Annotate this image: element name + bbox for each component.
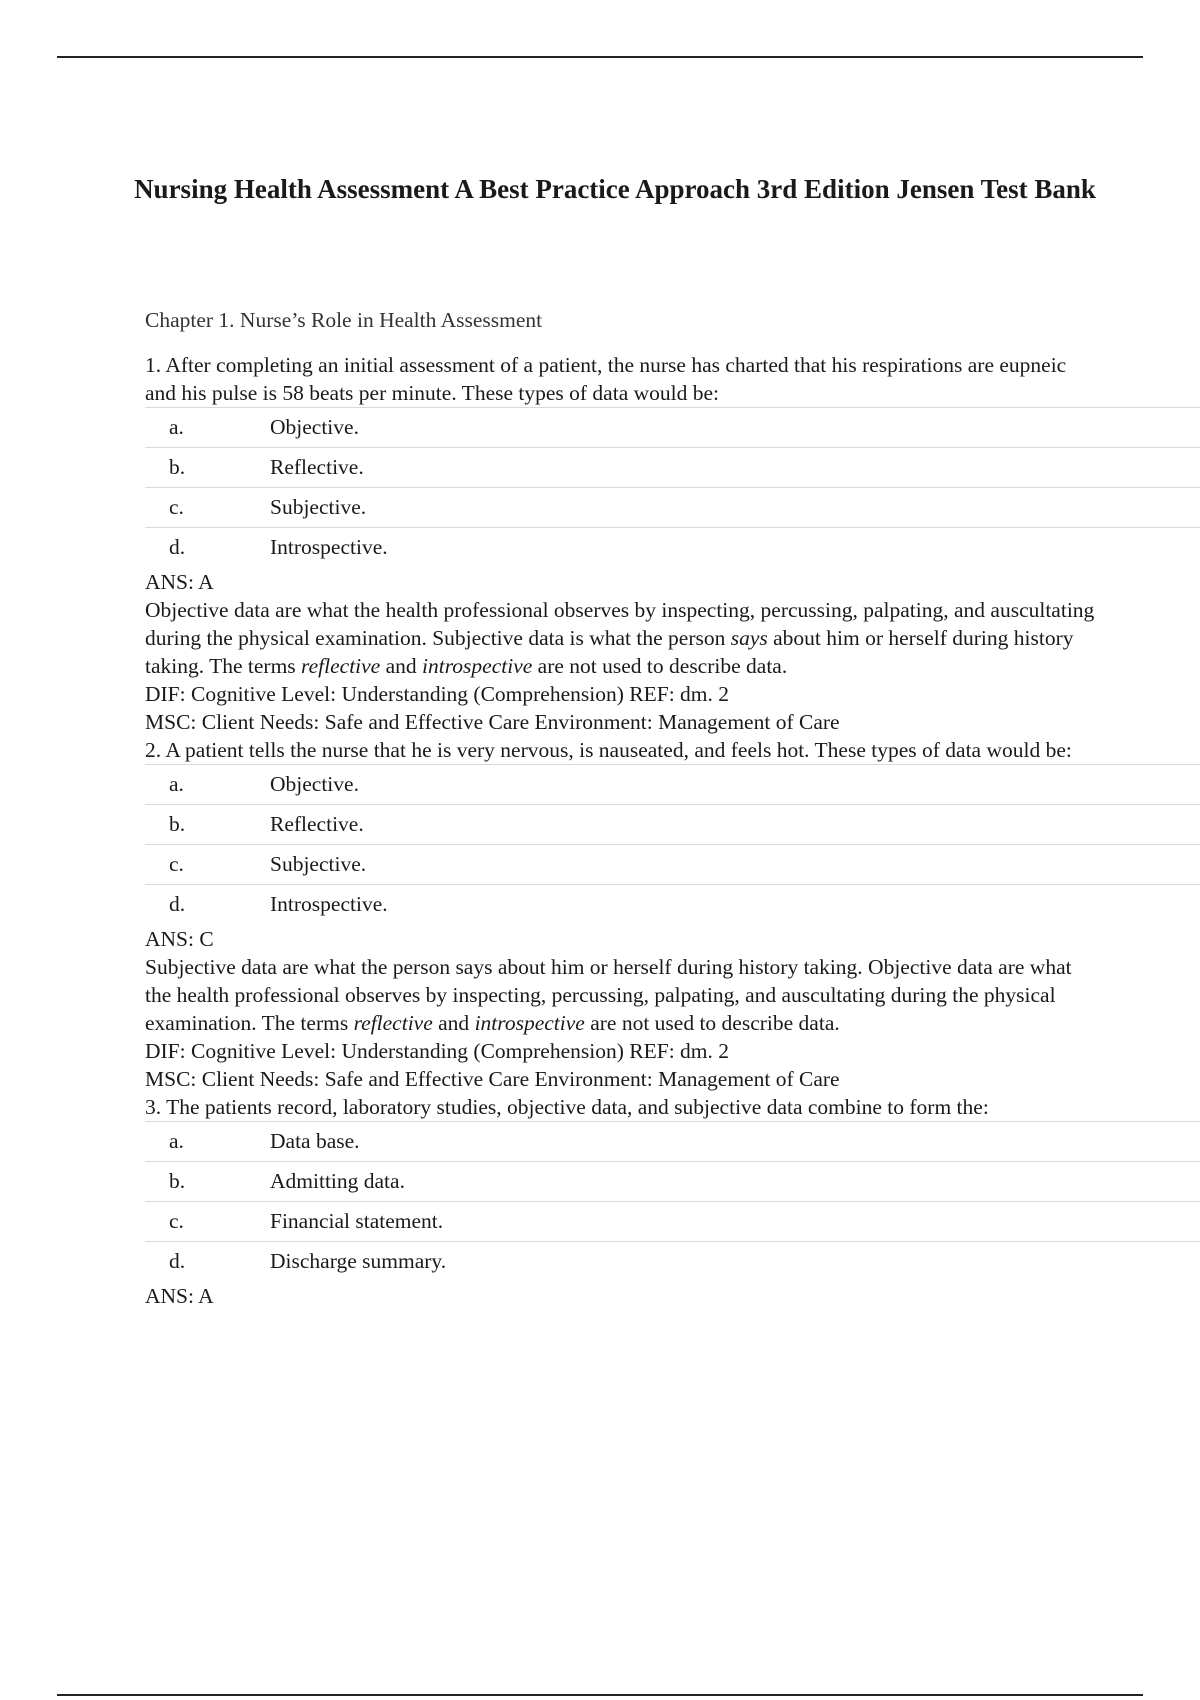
- client-needs-line: MSC: Client Needs: Safe and Effective Care Environment: Management of Care: [145, 1067, 840, 1091]
- option-text: Subjective.: [270, 852, 367, 876]
- option-letter: b.: [169, 1169, 186, 1193]
- client-needs-line: MSC: Client Needs: Safe and Effective Care Environment: Management of Care: [145, 710, 840, 734]
- option-letter: c.: [169, 495, 184, 519]
- rationale-emphasis: introspective: [422, 654, 533, 678]
- rationale: [145, 596, 1095, 680]
- rationale-text: Subjective data are what the person says about him or herself during history taking. Objective data are what the health professional observes by inspecting, percussing, palpating, and auscultating during the physical examination. The terms: [145, 955, 1072, 1035]
- option-row: [145, 804, 1200, 844]
- option-letter: c.: [169, 1209, 184, 1233]
- question-stem: 3. The patients record, laboratory studies, objective data, and subjective data combine to form the:: [145, 1095, 989, 1119]
- answer-key: ANS: A: [145, 570, 214, 594]
- option-row: [145, 407, 1200, 447]
- option-letter: c.: [169, 852, 184, 876]
- option-text: Objective.: [270, 415, 359, 439]
- answer-options: [145, 764, 1200, 924]
- rationale-text: are not used to describe data.: [584, 1011, 840, 1035]
- rationale-emphasis: says: [730, 626, 768, 650]
- option-row: [145, 844, 1200, 884]
- option-letter: a.: [169, 772, 184, 796]
- top-rule: [57, 56, 1143, 58]
- difficulty-line: DIF: Cognitive Level: Understanding (Comprehension) REF: dm. 2: [145, 682, 730, 706]
- option-letter: b.: [169, 455, 186, 479]
- answer-key: ANS: A: [145, 1284, 214, 1308]
- answer-key: ANS: C: [145, 927, 214, 951]
- question-1: [145, 351, 1200, 736]
- option-text: Reflective.: [270, 455, 364, 479]
- option-letter: b.: [169, 812, 186, 836]
- option-letter: a.: [169, 415, 184, 439]
- rationale-emphasis: introspective: [474, 1011, 585, 1035]
- question-stem: 2. A patient tells the nurse that he is very nervous, is nauseated, and feels hot. These types of data would be:: [145, 738, 1072, 762]
- rationale: [145, 953, 1095, 1037]
- option-row: [145, 884, 1200, 924]
- option-letter: d.: [169, 535, 186, 559]
- option-letter: d.: [169, 1249, 186, 1273]
- rationale-text: and: [432, 1011, 475, 1035]
- rationale-text: Objective data are what the health professional observes by inspecting, percussing, palpating, and auscultating during the physical examination. Subjective data is what the person: [145, 598, 1095, 650]
- option-row: [145, 1161, 1200, 1201]
- rationale-emphasis: reflective: [301, 654, 381, 678]
- question-stem: 1. After completing an initial assessment of a patient, the nurse has charted that his respirations are eupneic and his pulse is 58 beats per minute. These types of data would be:: [145, 353, 1067, 405]
- document-body: [145, 306, 1200, 1310]
- option-text: Objective.: [270, 772, 359, 796]
- option-row: [145, 447, 1200, 487]
- difficulty-line: DIF: Cognitive Level: Understanding (Comprehension) REF: dm. 2: [145, 1039, 730, 1063]
- rationale-emphasis: reflective: [353, 1011, 433, 1035]
- answer-options: [145, 1121, 1200, 1281]
- document-title: Nursing Health Assessment A Best Practice Approach 3rd Edition Jensen Test Bank: [134, 174, 1096, 204]
- option-text: Admitting data.: [270, 1169, 405, 1193]
- bottom-rule: [57, 1694, 1143, 1696]
- rationale-text: and: [380, 654, 423, 678]
- option-row: [145, 1121, 1200, 1161]
- question-3: [145, 1093, 1200, 1310]
- option-letter: d.: [169, 892, 186, 916]
- option-row: [145, 764, 1200, 804]
- option-text: Subjective.: [270, 495, 367, 519]
- chapter-heading: Chapter 1. Nurse’s Role in Health Assessment: [145, 308, 543, 332]
- option-row: [145, 487, 1200, 527]
- option-text: Introspective.: [270, 535, 388, 559]
- option-row: [145, 1241, 1200, 1281]
- option-text: Discharge summary.: [270, 1249, 447, 1273]
- option-text: Reflective.: [270, 812, 364, 836]
- rationale-text: are not used to describe data.: [532, 654, 788, 678]
- option-row: [145, 527, 1200, 567]
- answer-options: [145, 407, 1200, 567]
- option-row: [145, 1201, 1200, 1241]
- rationale-text: about him or herself during history taking. The terms: [145, 626, 1074, 678]
- option-text: Introspective.: [270, 892, 388, 916]
- option-text: Data base.: [270, 1129, 360, 1153]
- question-2: [145, 736, 1200, 1093]
- option-text: Financial statement.: [270, 1209, 444, 1233]
- option-letter: a.: [169, 1129, 184, 1153]
